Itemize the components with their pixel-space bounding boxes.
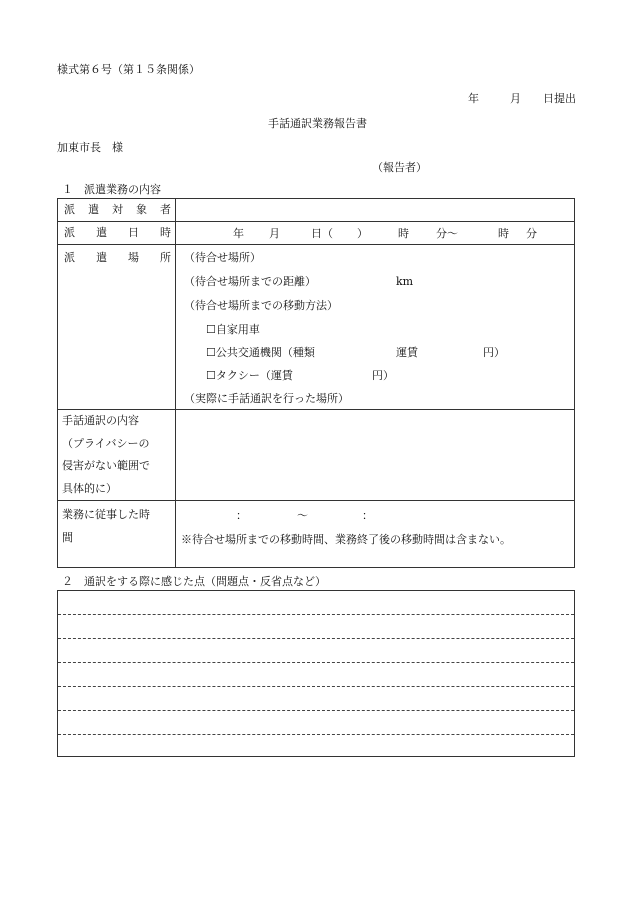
dashed-line xyxy=(58,710,574,711)
row-place xyxy=(58,245,575,410)
datetime-value-cell xyxy=(176,222,575,245)
dt-min1: 分～ xyxy=(436,227,458,240)
submit-day: 日提出 xyxy=(543,92,576,105)
hours-colon-2: ： xyxy=(362,509,373,522)
dt-hour2: 時 xyxy=(498,227,509,240)
distance-unit: km xyxy=(396,275,414,288)
section1-heading: １ 派遣業務の内容 xyxy=(62,183,161,196)
content-label: 手話通訳の内容 （プライバシーの 侵害がない範囲で 具体的に） xyxy=(62,414,150,495)
place-label: 派 遣 場 所 xyxy=(64,251,171,264)
hours-value-cell xyxy=(176,501,575,568)
section2-heading: ２ 通訳をする際に感じた点（問題点・反省点など） xyxy=(62,575,326,588)
content-value-cell xyxy=(176,410,575,501)
yen-close-2: 円） xyxy=(372,369,394,382)
dispatch-table xyxy=(57,198,575,568)
dashed-line xyxy=(58,734,574,735)
datetime-label: 派 遣 日 時 xyxy=(64,226,171,239)
addressee: 加東市長 様 xyxy=(57,141,123,154)
row-content xyxy=(58,410,575,501)
hours-label: 業務に従事した時 間 xyxy=(62,508,150,544)
dt-hour1: 時 xyxy=(398,227,409,240)
place-value-cell xyxy=(176,245,575,410)
yen-close-1: 円） xyxy=(483,346,505,359)
form-number: 様式第６号（第１５条関係） xyxy=(57,63,200,76)
distance-label: （待合せ場所までの距離） xyxy=(184,275,316,288)
place-label-cell xyxy=(58,245,176,410)
dt-day: 日（ xyxy=(311,227,333,240)
row-hours xyxy=(58,501,575,568)
impressions-box xyxy=(57,590,575,757)
dashed-line xyxy=(58,614,574,615)
fare-label-1: 運賃 xyxy=(396,346,418,359)
option-own-car: ☐自家用車 xyxy=(206,323,260,336)
transport-method: （待合せ場所までの移動方法） xyxy=(184,299,338,312)
option-taxi: ☐タクシー（運賃 xyxy=(206,369,293,382)
submit-month: 月 xyxy=(510,92,521,105)
submit-year: 年 xyxy=(468,92,479,105)
row-target xyxy=(58,199,575,222)
dt-year: 年 xyxy=(233,227,244,240)
hours-tilde: ～ xyxy=(297,509,308,522)
reporter-label: （報告者） xyxy=(372,161,427,174)
datetime-label-cell xyxy=(58,222,176,245)
dt-month: 月 xyxy=(269,227,280,240)
option-public-transit: ☐公共交通機関（種類 xyxy=(206,346,315,359)
dashed-line xyxy=(58,638,574,639)
dashed-line xyxy=(58,662,574,663)
actual-place: （実際に手話通訳を行った場所） xyxy=(184,392,349,405)
content-label-cell xyxy=(58,410,176,501)
dt-min2: 分 xyxy=(526,227,537,240)
target-value-cell xyxy=(176,199,575,222)
dashed-line xyxy=(58,686,574,687)
meeting-place: （待合せ場所） xyxy=(184,251,261,264)
dt-dow-close: ） xyxy=(357,227,368,240)
hours-note: ※待合せ場所までの移動時間、業務終了後の移動時間は含まない。 xyxy=(181,533,511,546)
hours-label-cell xyxy=(58,501,176,568)
page-title: 手話通訳業務報告書 xyxy=(268,117,367,130)
target-label: 派 遣 対 象 者 xyxy=(64,203,171,216)
target-label-cell xyxy=(58,199,176,222)
row-datetime xyxy=(58,222,575,245)
hours-colon-1: ： xyxy=(236,509,247,522)
